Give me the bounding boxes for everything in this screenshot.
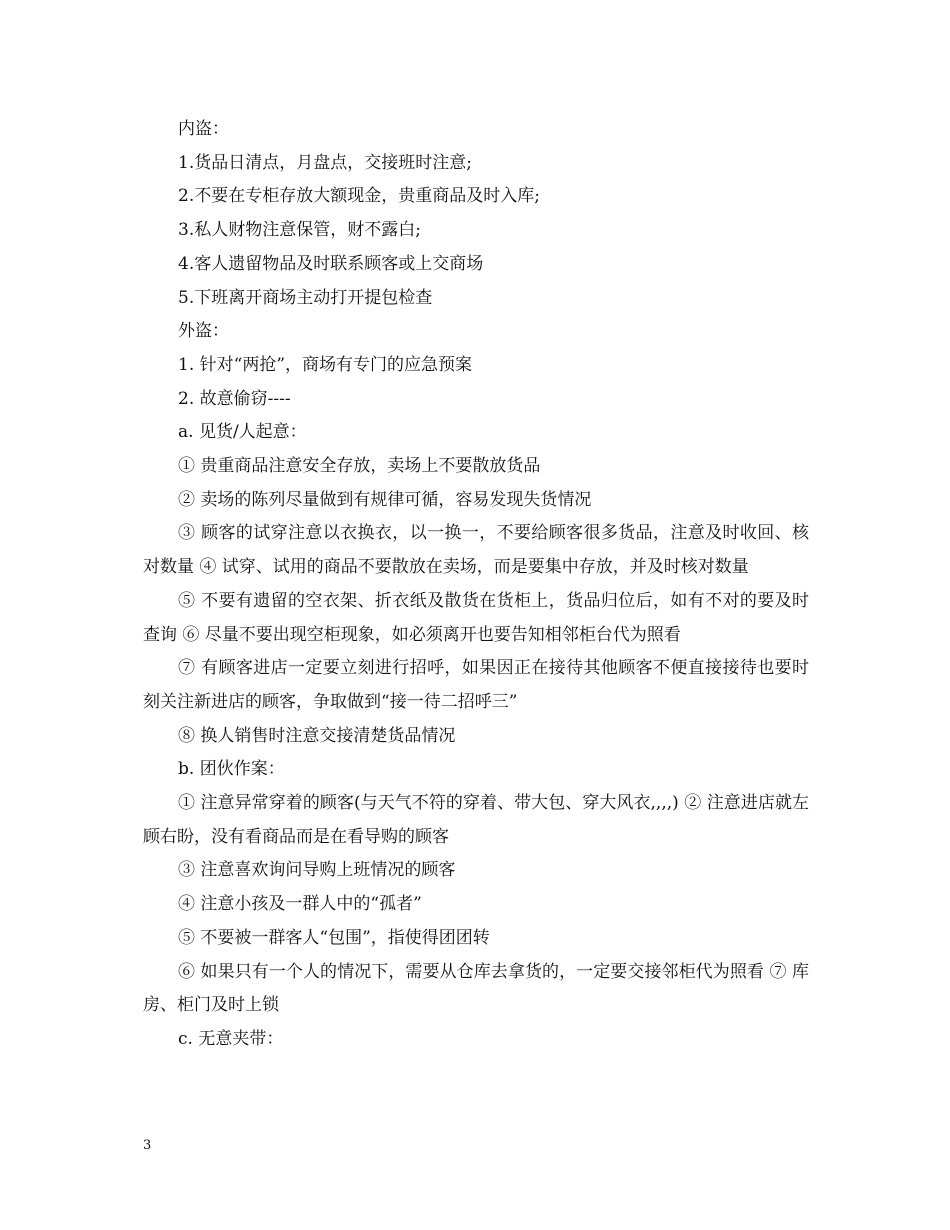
internal-item-4: 4.客人遗留物品及时联系顾客或上交商场 (178, 253, 484, 274)
document-body (143, 113, 809, 1057)
subheading-a: a. 见货/人起意： (178, 422, 307, 443)
b-point-5: ⑤ 不要被一群客人“包围”，指使得团团转 (178, 927, 490, 948)
internal-item-5: 5.下班离开商场主动打开提包检查 (178, 287, 433, 308)
a-point-1: ① 贵重商品注意安全存放，卖场上不要散放货品 (178, 456, 541, 477)
a-point-2: ② 卖场的陈列尽量做到有规律可循，容易发现失货情况 (178, 489, 592, 510)
b-point-1-2: ① 注意异常穿着的顾客(与天气不符的穿着、带大包、穿大风衣,,,,) ② 注意进店就左顾右盼，没有看商品而是在看导购的顾客 (143, 793, 809, 847)
page-number: 3 (143, 1138, 152, 1153)
a-point-3-4: ③ 顾客的试穿注意以衣换衣，以一换一，不要给顾客很多货品，注意及时收回、核对数量 ④ 试穿、试用的商品不要散放在卖场，而是要集中存放，并及时核对数量 (143, 523, 809, 578)
internal-item-3: 3.私人财物注意保管，财不露白; (178, 220, 421, 241)
a-point-5-6: ⑤ 不要有遗留的空衣架、折衣纸及散货在货柜上，货品归位后，如有不对的要及时查询 ⑥ 尽量不要出现空柜现象，如必须离开也要告知相邻柜台代为照看 (143, 590, 809, 645)
b-point-3: ③ 注意喜欢询问导购上班情况的顾客 (178, 860, 456, 881)
subheading-b: b. 团伙作案： (178, 759, 285, 780)
external-item-1: 1. 针对“两抢”，商场有专门的应急预案 (178, 354, 473, 375)
subheading-c: c. 无意夹带： (178, 1028, 284, 1049)
a-point-8: ⑧ 换人销售时注意交接清楚货品情况 (178, 725, 456, 746)
section-heading-external-theft: 外盗： (178, 321, 229, 342)
a-point-7: ⑦ 有顾客进店一定要立刻进行招呼，如果因正在接待其他顾客不便直接接待也要时刻关注新进店的顾客，争取做到“接一待二招呼三” (143, 658, 809, 712)
section-heading-internal-theft: 内盗： (178, 119, 229, 139)
internal-item-2: 2.不要在专柜存放大额现金，贵重商品及时入库; (178, 186, 540, 207)
internal-item-1: 1.货品日清点，月盘点，交接班时注意; (178, 152, 472, 173)
external-item-2: 2. 故意偷窃---- (178, 388, 291, 409)
b-point-4: ④ 注意小孩及一群人中的“孤者” (178, 894, 422, 915)
b-point-6-7: ⑥ 如果只有一个人的情况下，需要从仓库去拿货的，一定要交接邻柜代为照看 ⑦ 库房、柜门及时上锁 (143, 961, 809, 1016)
